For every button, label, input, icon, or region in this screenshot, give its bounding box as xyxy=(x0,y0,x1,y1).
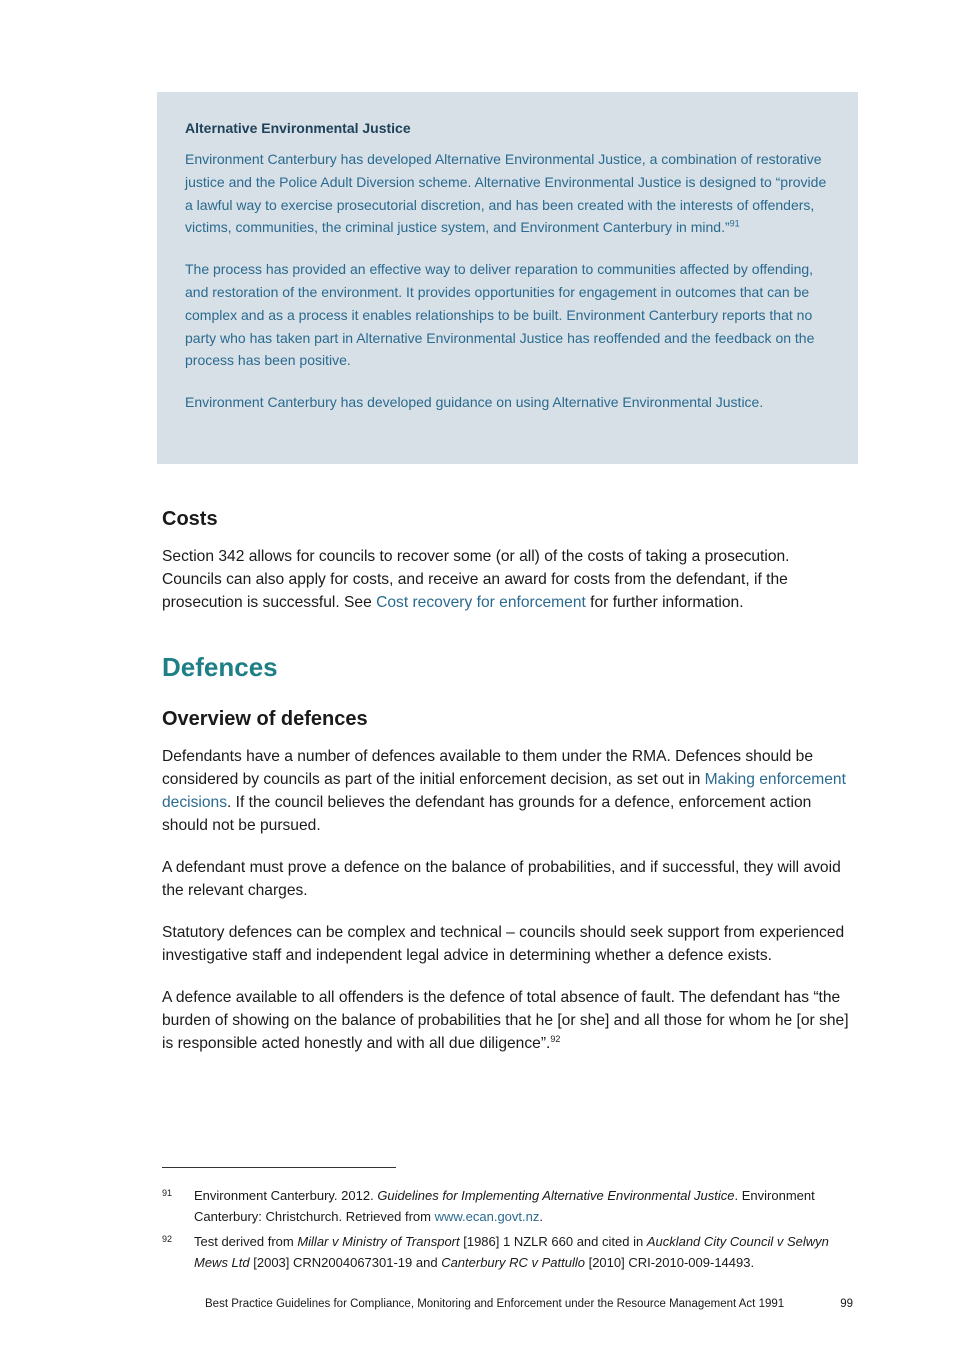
footnote-title: Guidelines for Implementing Alternative Environmental Justice xyxy=(377,1188,735,1203)
footnote-part: [2010] CRI-2010-009-14493. xyxy=(584,1254,755,1270)
callout-title: Alternative Environmental Justice xyxy=(185,120,411,136)
footnote-92 xyxy=(162,1232,852,1273)
making-enforcement-decisions-link[interactable]: Making enforcement decisions xyxy=(162,771,846,811)
defences-text: Defendants have a number of defences available to them under the RMA. Defences should be considered by councils as part of the initial enforcement decision, as set out in xyxy=(162,748,814,788)
costs-text: Section 342 allows for councils to recover some (or all) of the costs of taking a prosecution. Councils can also apply for costs, and receive an award for costs from the defendant, if the prosecution is successful. See xyxy=(162,548,790,611)
page-number: 99 xyxy=(840,1298,853,1310)
footnote-divider xyxy=(162,1167,396,1168)
callout-paragraph xyxy=(185,148,830,239)
defences-text-end: . If the council believes the defendant has grounds for a defence, enforcement action should not be pursued. xyxy=(162,794,812,834)
costs-paragraph xyxy=(162,545,852,614)
case-name: Canterbury RC v Pattullo xyxy=(441,1254,585,1270)
defences-paragraph: A defendant must prove a defence on the balance of probabilities, and if successful, they will avoid the relevant charges. xyxy=(162,859,841,899)
cost-recovery-link[interactable]: Cost recovery for enforcement xyxy=(376,594,586,611)
costs-section xyxy=(162,545,852,614)
footnote-text xyxy=(194,1186,852,1227)
defences-section xyxy=(162,745,852,1055)
callout-box xyxy=(157,92,858,464)
footnote-91 xyxy=(162,1186,852,1227)
footnote-number: 92 xyxy=(162,1234,173,1244)
ecan-link[interactable]: www.ecan.govt.nz xyxy=(434,1208,540,1224)
defences-paragraph xyxy=(162,986,852,1055)
defences-paragraph: Statutory defences can be complex and technical – councils should seek support from experienced investigative staff and independent legal advice in determining whether a defence exists. xyxy=(162,924,845,964)
footnote-ref[interactable]: 92 xyxy=(550,1033,561,1044)
case-name: Millar v Ministry of Transport xyxy=(297,1234,460,1249)
footnote-part: Test derived from xyxy=(194,1234,298,1249)
footnote-part: [2003] CRN2004067301-19 and xyxy=(249,1254,442,1270)
footnote-text xyxy=(194,1232,852,1273)
footnote-part: . xyxy=(539,1208,543,1224)
callout-paragraph: The process has provided an effective way to deliver reparation to communities affected by offending, and restoration of the environment. It provides opportunities for engagement in outcomes that can be complex and as a process it enables relationships to be built. Environment Canterbury reports that no party who has taken part in Alternative Environmental Justice has reoffended and the feedback on the process has been positive. xyxy=(185,261,815,369)
footnote-ref[interactable]: 91 xyxy=(729,218,740,229)
footnote-part: . Environment Canterbury: Christchurch. Retrieved from xyxy=(194,1188,815,1224)
costs-text-end: for further information. xyxy=(585,594,744,611)
defences-paragraph xyxy=(162,745,852,837)
defences-text: A defence available to all offenders is the defence of total absence of fault. The defendant has “the burden of showing on the balance of probabilities that he [or she] and all those for whom he [or she] is responsible acted honestly and with all due diligence”. xyxy=(162,989,849,1052)
footnote-part: Environment Canterbury. 2012. xyxy=(194,1188,378,1203)
footnote-part: [1986] 1 NZLR 660 and cited in xyxy=(459,1234,647,1249)
defences-heading: Defences xyxy=(162,652,278,682)
overview-heading: Overview of defences xyxy=(162,708,368,730)
page-footer xyxy=(205,1298,853,1310)
case-name: Auckland City Council v Selwyn Mews Ltd xyxy=(194,1234,829,1270)
footnote-number: 91 xyxy=(162,1188,173,1198)
footer-text: Best Practice Guidelines for Compliance, Monitoring and Enforcement under the Resource Management Act 1991 xyxy=(205,1298,785,1310)
costs-heading: Costs xyxy=(162,508,218,530)
callout-paragraph: Environment Canterbury has developed guidance on using Alternative Environmental Justice. xyxy=(185,394,764,411)
callout-paragraph-text: Environment Canterbury has developed Alternative Environmental Justice, a combination of restorative justice and the Police Adult Diversion scheme. Alternative Environmental Justice is designed to “provide a lawful way to exercise prosecutorial discretion, and has been created with the interests of offenders, victims, communities, the criminal justice system, and Environment Canterbury in mind.” xyxy=(185,151,827,236)
